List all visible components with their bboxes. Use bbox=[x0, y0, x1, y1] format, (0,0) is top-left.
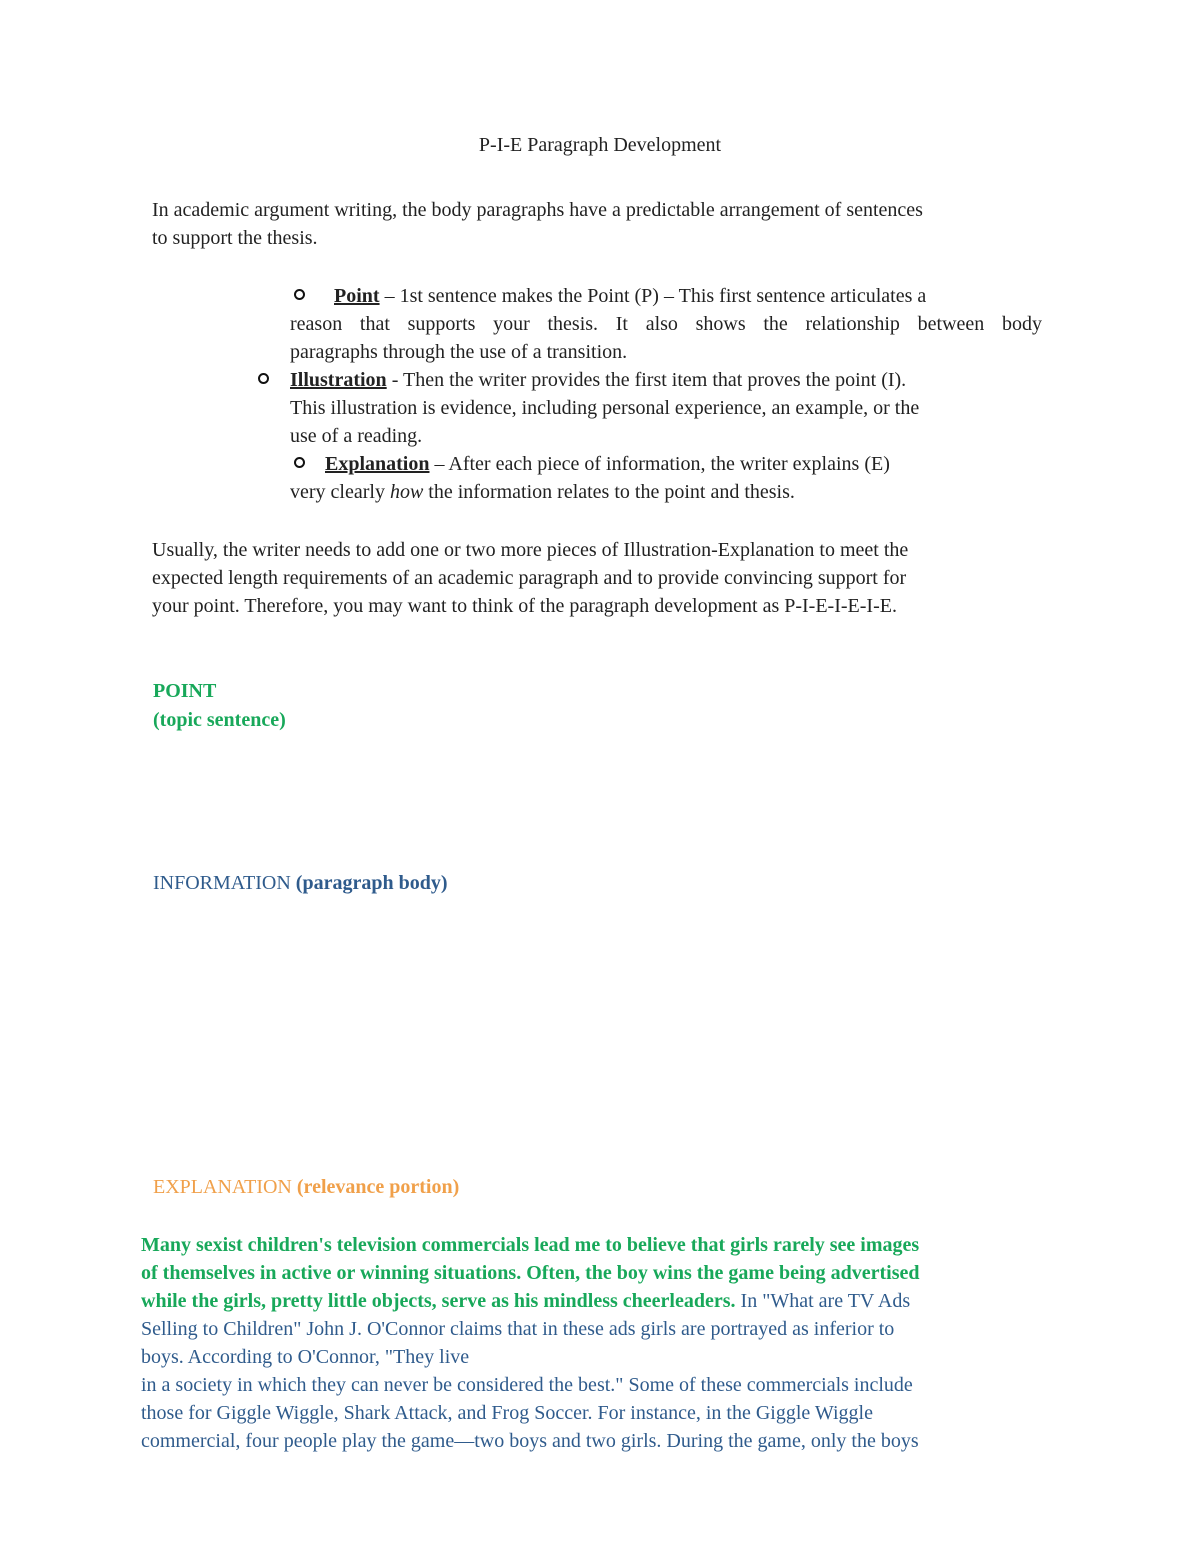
example-line-1: Many sexist children's television commercials lead me to believe that girls rarely see images bbox=[141, 1234, 920, 1256]
explanation-line-1 bbox=[325, 450, 890, 478]
usually-line-1: Usually, the writer needs to add one or two more pieces of Illustration-Explanation to meet the bbox=[152, 539, 909, 561]
example-line-5: boys. According to O'Connor, "They live bbox=[141, 1346, 470, 1368]
usually-line-2: expected length requirements of an academic paragraph and to provide convincing support for bbox=[152, 567, 907, 589]
intro-line-2: to support the thesis. bbox=[152, 227, 318, 249]
information-heading-text: INFORMATION bbox=[153, 872, 296, 894]
illustration-term: Illustration bbox=[290, 369, 387, 391]
illustration-line-3: use of a reading. bbox=[290, 425, 423, 447]
explanation-line-1-text: – After each piece of information, the writer explains (E) bbox=[429, 453, 890, 475]
example-line-3-green: while the girls, pretty little objects, serve as his mindless cheerleaders. bbox=[141, 1290, 736, 1312]
point-line-2: reason that supports your thesis. It also shows the relationship between body bbox=[290, 313, 1042, 335]
point-term: Point bbox=[334, 285, 380, 307]
explanation-heading-text: EXPLANATION bbox=[153, 1176, 297, 1198]
example-line-4: Selling to Children" John J. O'Connor claims that in these ads girls are portrayed as inferior to bbox=[141, 1318, 895, 1340]
explanation-term: Explanation bbox=[325, 453, 430, 475]
usually-line-3: your point. Therefore, you may want to think of the paragraph development as P-I-E-I-E-I-E. bbox=[152, 595, 897, 617]
example-line-8: commercial, four people play the game—two boys and two girls. During the game, only the boys bbox=[141, 1430, 919, 1452]
circle-bullet-icon bbox=[294, 289, 305, 300]
illustration-line-1 bbox=[290, 366, 906, 394]
example-line-2: of themselves in active or winning situations. Often, the boy wins the game being advertised bbox=[141, 1262, 920, 1284]
information-subheading: (paragraph body) bbox=[295, 872, 448, 894]
explanation-subheading: (relevance portion) bbox=[296, 1176, 460, 1198]
explanation-line-2-b: the information relates to the point and thesis. bbox=[423, 481, 795, 503]
example-line-6: in a society in which they can never be considered the best." Some of these commercials include bbox=[141, 1374, 913, 1396]
illustration-line-2: This illustration is evidence, including personal experience, an example, or the bbox=[290, 397, 920, 419]
explanation-heading bbox=[153, 1173, 459, 1201]
point-line-1 bbox=[334, 282, 1042, 310]
example-line-3 bbox=[141, 1287, 910, 1315]
information-heading bbox=[153, 869, 448, 897]
explanation-line-2-em: how bbox=[389, 481, 424, 503]
circle-bullet-icon bbox=[294, 457, 305, 468]
point-subheading: (topic sentence) bbox=[153, 709, 286, 731]
point-line-1-text: – 1st sentence makes the Point (P) – This first sentence articulates a bbox=[379, 285, 927, 307]
explanation-line-2-a: very clearly bbox=[290, 481, 390, 503]
illustration-line-1-text: - Then the writer provides the first item that proves the point (I). bbox=[386, 369, 907, 391]
point-line-3: paragraphs through the use of a transition. bbox=[290, 341, 628, 363]
intro-line-1: In academic argument writing, the body paragraphs have a predictable arrangement of sentences bbox=[152, 199, 923, 221]
example-line-7: those for Giggle Wiggle, Shark Attack, and Frog Soccer. For instance, in the Giggle Wiggle bbox=[141, 1402, 873, 1424]
circle-bullet-icon bbox=[258, 373, 269, 384]
explanation-line-2 bbox=[290, 478, 795, 506]
example-line-3-blue: In "What are TV Ads bbox=[735, 1290, 911, 1312]
page-title: P-I-E Paragraph Development bbox=[478, 134, 722, 156]
point-heading: POINT bbox=[153, 680, 217, 702]
